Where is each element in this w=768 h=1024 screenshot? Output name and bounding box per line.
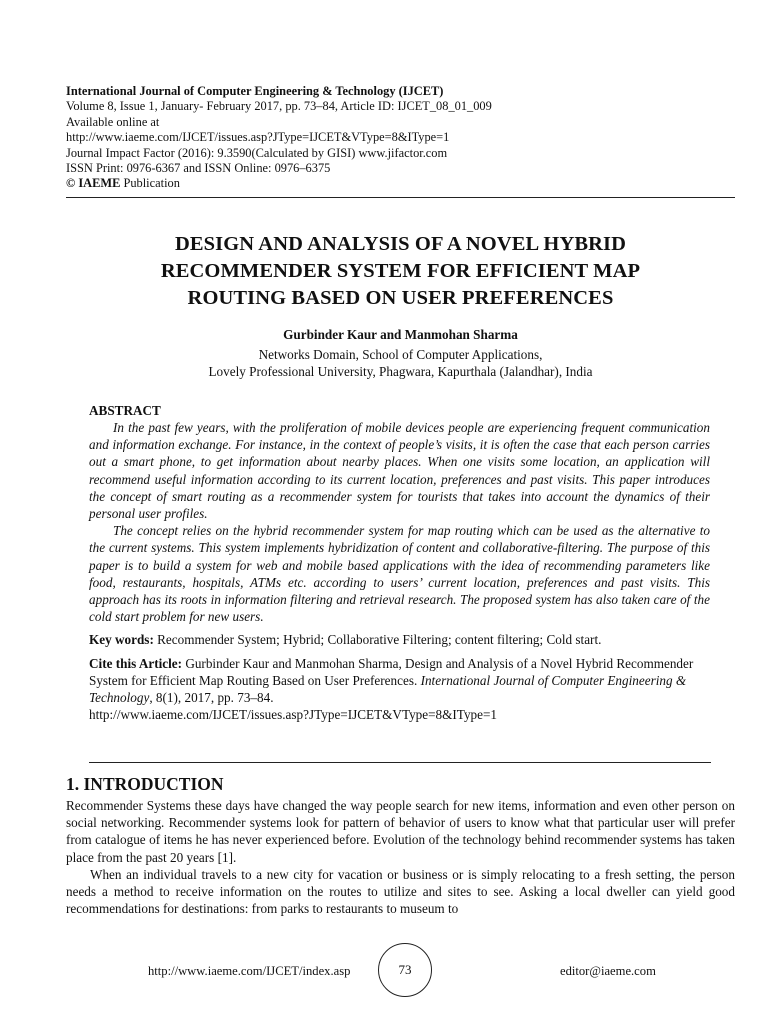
page-number: 73 [378, 943, 432, 997]
affiliation-line-2: Lovely Professional University, Phagwara, Kapurthala (Jalandhar), India [208, 364, 593, 379]
copyright-suffix: Publication [120, 176, 180, 191]
journal-title: International Journal of Computer Engineering & Technology (IJCET) [66, 84, 444, 98]
keywords-text: Recommender System; Hybrid; Collaborative Filtering; content filtering; Cold start. [153, 632, 602, 648]
copyright-publisher: © IAEME [66, 176, 121, 191]
title-line-3: ROUTING BASED ON USER PREFERENCES [187, 287, 614, 309]
cite-journal: International Journal of Computer Engineering & Technology [89, 673, 687, 706]
introduction-body [66, 797, 735, 917]
abstract-heading: ABSTRACT [89, 403, 161, 418]
cite-label: Cite this Article: [89, 656, 183, 672]
introduction-paragraph-1: Recommender Systems these days have changed the way people search for new items, information and even other person on social networking. Recommender systems look for pattern of behavior of users to know what that particular user will prefer from catalogue of items he has never experienced before. Evolution of the technology behind recommender systems has taken place from the past 20 years [1]. [66, 798, 735, 865]
title-line-2: RECOMMENDER SYSTEM FOR EFFICIENT MAP [160, 260, 641, 282]
cite-details: , 8(1), 2017, pp. 73–84. [149, 690, 274, 706]
journal-header [66, 84, 734, 192]
cite-text: Gurbinder Kaur and Manmohan Sharma, Design and Analysis of a Novel Hybrid Recommender System for Efficient Map Routing Based on User Preferences. [89, 656, 694, 689]
authors: Gurbinder Kaur and Manmohan Sharma [283, 327, 518, 342]
keywords [89, 631, 710, 648]
affiliation [66, 346, 735, 380]
abstract-paragraph-2: The concept relies on the hybrid recommender system for map routing which can be used as the alternative to the current systems. This system implements hybridization of content and collaborative-filtering. The purpose of this paper is to build a system for web and mobile based applications with the idea of recommending parameters like food, restaurants, hospitals, ATMs etc. according to users’ current location, preferences and past visits. This approach has its roots in information filtering and retrieval research. The proposed system has also taken care of the cold start problem for new users. [89, 523, 710, 625]
keywords-label: Key words: [89, 632, 154, 648]
abstract-section [89, 402, 710, 723]
introduction-heading: 1. INTRODUCTION [66, 774, 224, 794]
available-online: Available online at [66, 114, 160, 129]
title-line-1: DESIGN AND ANALYSIS OF A NOVEL HYBRID [174, 233, 627, 255]
footer-email[interactable]: editor@iaeme.com [560, 964, 656, 978]
abstract-divider [89, 762, 711, 763]
abstract-paragraph-1: In the past few years, with the proliferation of mobile devices people are experiencing frequent communication and information exchange. For instance, in the context of people’s visits, it is often the case that each person carries out a smart phone, to get information about nearby places. When one visits some location, an application will recommend useful information according to its current location, preferences and past visits. This paper introduces the concept of smart routing as a recommender system for tourists that takes into account the dynamics of their personal user profiles. [89, 420, 710, 522]
impact-factor: Journal Impact Factor (2016): 9.3590(Calculated by GISI) www.jifactor.com [66, 145, 448, 160]
issue-url[interactable]: http://www.iaeme.com/IJCET/issues.asp?JType=IJCET&VType=8&IType=1 [66, 130, 450, 145]
cite-url[interactable]: http://www.iaeme.com/IJCET/issues.asp?JType=IJCET&VType=8&IType=1 [89, 707, 498, 723]
volume-line: Volume 8, Issue 1, January- February 2017, pp. 73–84, Article ID: IJCET_08_01_009 [66, 99, 492, 114]
introduction-paragraph-2: When an individual travels to a new city for vacation or business or is simply relocating to a fresh setting, the person needs a method to receive information on the routes to utilize and sites to see. Asking a local dweller can yield good recommendations for destinations: from parks to restaurants to museum to [66, 866, 735, 917]
footer-url[interactable]: http://www.iaeme.com/IJCET/index.asp [148, 964, 351, 978]
copyright-line [66, 176, 734, 191]
affiliation-line-1: Networks Domain, School of Computer Applications, [258, 347, 543, 362]
issn-line: ISSN Print: 0976-6367 and ISSN Online: 0976–6375 [66, 161, 331, 176]
cite-this-article [89, 655, 710, 723]
header-divider [66, 197, 735, 198]
paper-title [66, 231, 735, 312]
